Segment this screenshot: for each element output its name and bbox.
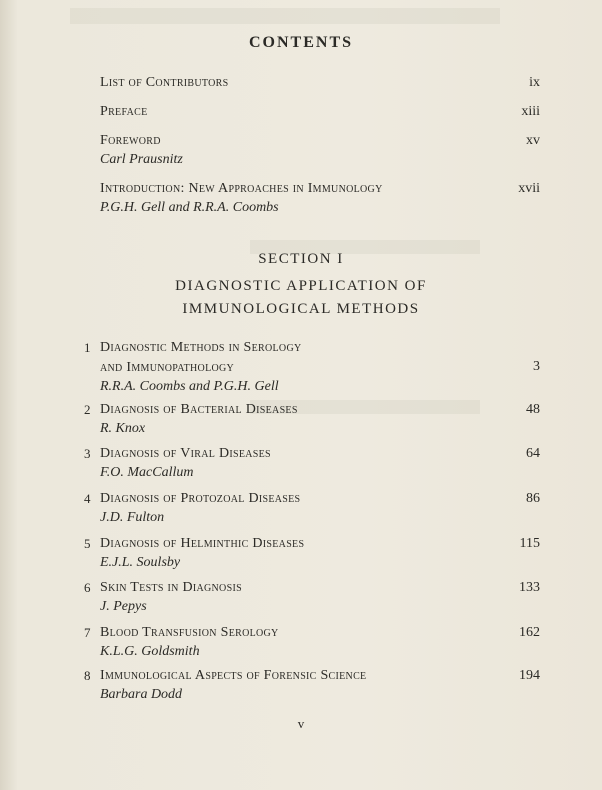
chapter-number: 7 (84, 625, 91, 640)
toc-chapter-6[interactable] (84, 580, 540, 615)
chapter-number: 5 (84, 536, 91, 551)
toc-entry-preface[interactable] (100, 104, 540, 120)
chapter-author: J. Pepys (100, 599, 147, 614)
chapter-number: 3 (84, 446, 91, 461)
contents-title: CONTENTS (248, 34, 354, 51)
page-number: v (297, 716, 305, 731)
toc-chapter-7[interactable] (84, 625, 540, 660)
chapter-page: 64 (526, 446, 540, 461)
chapter-page: 133 (519, 580, 540, 595)
toc-entry-page: xiii (521, 104, 540, 119)
chapter-author: E.J.L. Soulsby (100, 555, 181, 570)
toc-chapter-5[interactable] (84, 536, 540, 571)
chapter-author: R. Knox (100, 421, 146, 436)
chapter-title: Diagnosis of Helminthic Diseases (100, 536, 305, 551)
chapter-title: Diagnostic Methods in Serology (100, 340, 302, 355)
toc-entry-page: xv (526, 133, 540, 148)
chapter-number: 1 (84, 340, 91, 355)
toc-entry-author: P.G.H. Gell and R.R.A. Coombs (100, 200, 279, 215)
chapter-number: 2 (84, 402, 91, 417)
chapter-author: R.R.A. Coombs and P.G.H. Gell (100, 379, 279, 394)
chapter-title: Blood Transfusion Serology (100, 625, 279, 640)
chapter-author: J.D. Fulton (100, 510, 165, 525)
toc-entry-contributors[interactable] (100, 75, 540, 91)
toc-entry-foreword[interactable] (100, 133, 540, 168)
show-through-texture (70, 8, 500, 24)
chapter-page: 194 (519, 668, 540, 683)
section-title-line1: DIAGNOSTIC APPLICATION OF (175, 278, 427, 294)
toc-chapter-2[interactable] (84, 402, 540, 437)
section-title-line2: IMMUNOLOGICAL METHODS (182, 301, 420, 317)
toc-entry-author: Carl Prausnitz (100, 152, 183, 167)
toc-entry-page: xvii (518, 181, 540, 196)
chapter-author: Barbara Dodd (100, 687, 183, 702)
chapter-title: Immunological Aspects of Forensic Science (100, 668, 367, 683)
chapter-title: Diagnosis of Bacterial Diseases (100, 402, 298, 417)
chapter-title: Skin Tests in Diagnosis (100, 580, 242, 595)
toc-chapter-1[interactable] (84, 340, 540, 395)
toc-chapter-3[interactable] (84, 446, 540, 481)
chapter-page: 3 (533, 359, 540, 374)
section-heading: SECTION I (258, 251, 344, 267)
toc-entry-title: Foreword (100, 133, 161, 148)
chapter-title: Diagnosis of Viral Diseases (100, 446, 271, 461)
toc-entry-title: Introduction: New Approaches in Immunology (100, 181, 383, 196)
chapter-number: 4 (84, 491, 91, 506)
chapter-page: 162 (519, 625, 540, 640)
toc-entry-page: ix (529, 75, 540, 90)
chapter-page: 115 (519, 536, 540, 551)
chapter-author: K.L.G. Goldsmith (100, 644, 200, 659)
toc-entry-introduction[interactable] (100, 181, 540, 216)
chapter-title: Diagnosis of Protozoal Diseases (100, 491, 301, 506)
chapter-author: F.O. MacCallum (100, 465, 194, 480)
chapter-number: 6 (84, 580, 91, 595)
chapter-number: 8 (84, 668, 91, 683)
toc-entry-title: Preface (100, 104, 148, 119)
toc-chapter-8[interactable] (84, 668, 540, 703)
toc-entry-title: List of Contributors (100, 75, 229, 90)
toc-chapter-4[interactable] (84, 491, 540, 526)
chapter-title-cont: and Immunopathology (100, 360, 235, 375)
chapter-page: 48 (526, 402, 540, 417)
chapter-page: 86 (526, 491, 540, 506)
